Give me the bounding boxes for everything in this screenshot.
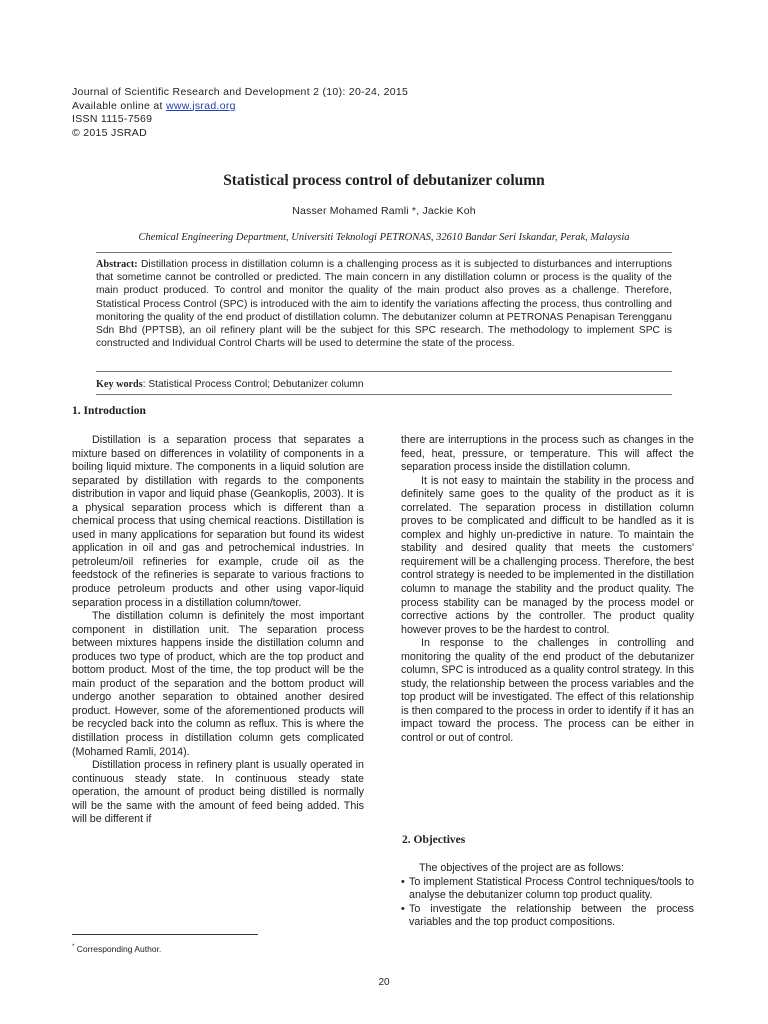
journal-header xyxy=(72,86,408,140)
abstract xyxy=(96,258,672,350)
paragraph: there are interruptions in the process such as changes in the feed, heat, pressure, or temperature. This will affect the separation process inside the distillation column. xyxy=(401,434,694,474)
right-column xyxy=(401,434,694,746)
footnote-text: Corresponding Author. xyxy=(74,944,162,954)
authors: Nasser Mohamed Ramli *, Jackie Koh xyxy=(292,205,476,217)
objectives-heading: 2. Objectives xyxy=(402,834,466,846)
footnote xyxy=(72,944,161,954)
keywords-text: : Statistical Process Control; Debutanizer column xyxy=(142,379,364,390)
paragraph: In response to the challenges in controlling and monitoring the quality of the end product of the debutanizer column, SPC is introduced as a quality control strategy. In this study, the relationship between the process variables and the top product will be investigated. The effect of this relationship is then compared to the process in order to identify if it has an impact toward the process. The process can be either in control or out of control. xyxy=(401,637,694,745)
copyright: © 2015 JSRAD xyxy=(72,126,147,139)
abstract-bottom-rule xyxy=(96,371,672,372)
abstract-label: Abstract: xyxy=(96,259,138,270)
list-item: • To implement Statistical Process Control techniques/tools to analyse the debutanizer column top product quality. xyxy=(401,875,694,902)
footnote-rule xyxy=(72,934,258,935)
paper-title: Statistical process control of debutanizer column xyxy=(223,172,545,189)
left-column xyxy=(72,434,364,827)
keywords xyxy=(96,378,672,391)
paragraph: Distillation process in refinery plant is usually operated in continuous steady state. In continuous steady state operation, the amount of product being distilled is normally will be the same with the amount of feed being added. This will be different if xyxy=(72,759,364,826)
paragraph: The distillation column is definitely the most important component in distillation unit. The separation process between mixtures happens inside the distillation column and produces two type of product, which are the top product and bottom product. Most of the time, the top product will be the main product of the separation and the bottom product will undergo another separation to obtained another desired product. However, some of the aforementioned products will be recycled back into the column as reflux. This is where the distillation process in distillation column gets complicated (Mohamed Ramli, 2014). xyxy=(72,610,364,758)
available-online: Available online at www.jsrad.org xyxy=(72,99,236,112)
intro-heading: 1. Introduction xyxy=(72,405,146,417)
abstract-top-rule xyxy=(96,252,672,253)
keywords-bottom-rule xyxy=(96,394,672,395)
list-item: • To investigate the relationship between the process variables and the top product compositions. xyxy=(401,902,694,929)
paragraph: It is not easy to maintain the stability in the process and definitely same goes to the quality of the product as it is correlated. The separation process in distillation column proves to be complicated and difficult to be handled as it is complex and highly un-predictive in nature. To maintain the stability and desired quality that meets the customers' requirement will be a challenging process. Therefore, the best control strategy is needed to be implemented in the distillation column to manage the stability and the product quality. The process stability can be managed by the process model or corrective actions by the controller. The product quality however proves to be the hardest to control. xyxy=(401,474,694,636)
bullet-icon: • xyxy=(401,902,405,915)
abstract-text: Distillation process in distillation column is a challenging process as it is subjected to disturbances and interruptions that sometime cannot be controlled or predicted. The main concern in any distillation column or process is the quality of the main product produced. To control and monitor the quality of the main product also proves as a challenge. Therefore, Statistical Process Control (SPC) is introduced with the aim to identify the variations affecting the process, thus controlling and monitoring the quality of the end product of distillation column. The debutanizer column at PETRONAS Penapisan Terengganu Sdn Bhd (PPTSB), an oil refinery plant will be the subject for this SPC research. The methodology to implement SPC is constructed and Individual Control Charts will be used to determine the state of the process. xyxy=(96,259,672,350)
keywords-label: Key words xyxy=(96,379,143,390)
objectives-list xyxy=(401,862,694,930)
paragraph: Distillation is a separation process that separates a mixture based on differences in volatility of components in a boiling liquid mixture. The components in a liquid solution are separated by distillation with regards to the components distribution in vapor and liquid phase (Geankoplis, 2003). It is a physical separation process which is different than a chemical process that using chemical reactions. Distillation is used in many applications for separation but found its widest application in oil and gas and petrochemical industries. In petroleum/oil refineries for example, crude oil as the feedstock of the refineries is separate to various fractions to produce petroleum products and other using vapor-liquid separation process in a distillation column/tower. xyxy=(72,434,364,609)
bullet-icon: • xyxy=(401,875,405,888)
journal-website-link[interactable]: www.jsrad.org xyxy=(165,99,236,112)
page-number: 20 xyxy=(378,977,390,988)
affiliation: Chemical Engineering Department, Universiti Teknologi PETRONAS, 32610 Bandar Seri Iskandar, Perak, Malaysia xyxy=(138,232,630,243)
footnote-marker: * xyxy=(72,944,75,951)
issn: ISSN 1115-7569 xyxy=(72,113,153,126)
journal-citation: Journal of Scientific Research and Development 2 (10): 20-24, 2015 xyxy=(72,86,409,98)
objectives-intro: The objectives of the project are as follows: xyxy=(419,862,624,874)
